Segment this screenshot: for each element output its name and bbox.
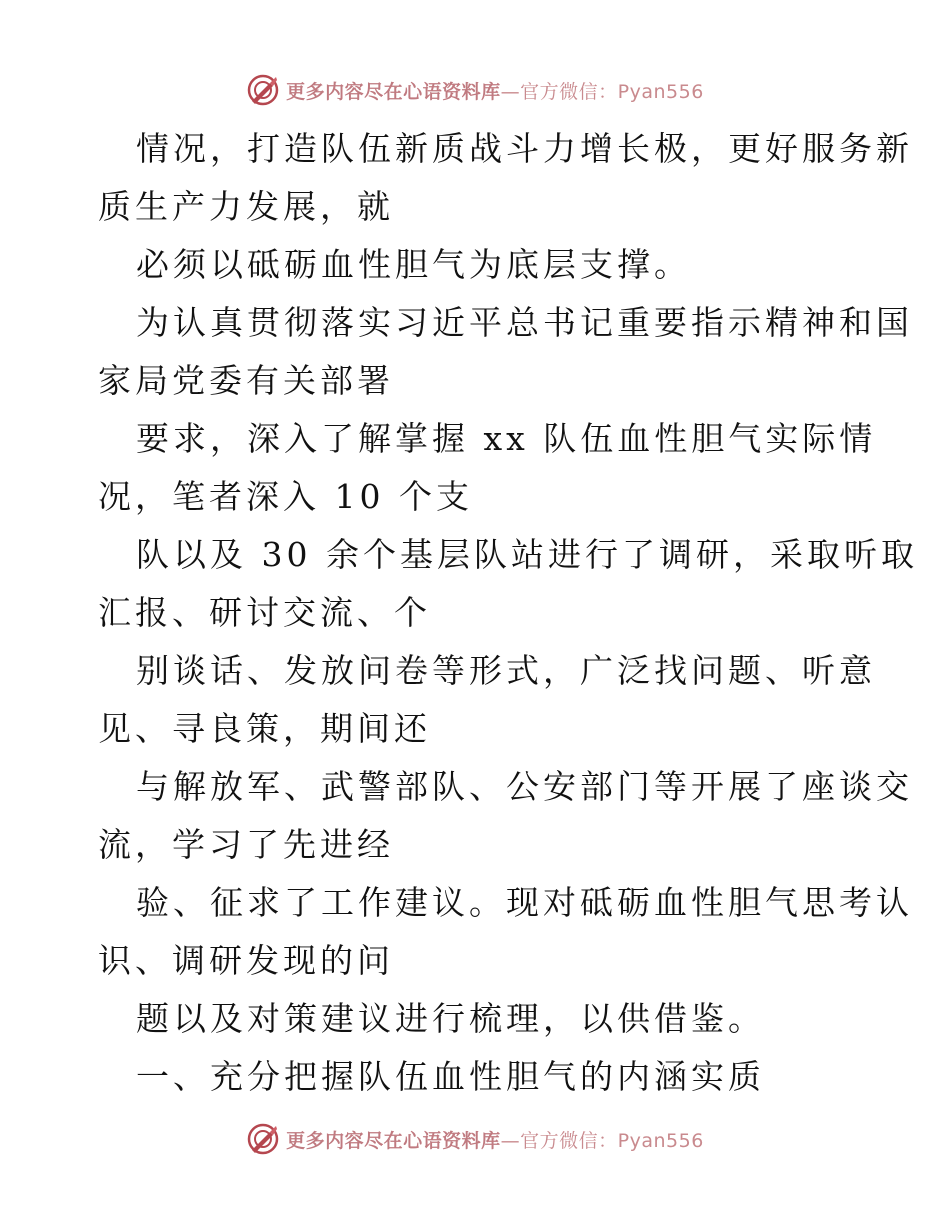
watermark-text [286,1126,704,1153]
text-line: 见、寻良策，期间还 [98,709,431,748]
watermark-header [0,70,950,110]
text-line: 为认真贯彻落实习近平总书记重要指示精神和国 [136,303,913,342]
watermark-text [286,77,704,104]
logo-icon [246,73,280,107]
text-line: 流，学习了先进经 [98,825,394,864]
text-line: 家局党委有关部署 [98,361,394,400]
watermark-sub-text: 官方微信：Pyan556 [520,80,704,103]
section-heading: 一、充分把握队伍血性胆气的内涵实质 [136,1057,765,1096]
text-line: 别谈话、发放问卷等形式，广泛找问题、听意 [136,651,876,690]
watermark-main-text: 更多内容尽在心语资料库 [286,1129,501,1152]
logo-icon [246,1122,280,1156]
text-line: 识、调研发现的问 [98,941,394,980]
watermark-main-text: 更多内容尽在心语资料库 [286,80,501,103]
text-line: 要求，深入了解掌握 xx 队伍血性胆气实际情 [136,419,877,458]
text-line: 队以及 30 余个基层队站进行了调研，采取听取 [136,535,918,574]
watermark-footer [0,1119,950,1159]
watermark-dash: — [500,1129,521,1152]
text-line: 况，笔者深入 10 个支 [98,477,473,516]
text-line: 质生产力发展，就 [98,187,394,226]
text-line: 必须以砥砺血性胆气为底层支撑。 [136,245,691,284]
watermark-sub-text: 官方微信：Pyan556 [520,1129,704,1152]
text-line: 汇报、研讨交流、个 [98,593,431,632]
text-line: 题以及对策建议进行梳理，以供借鉴。 [136,999,765,1038]
watermark-dash: — [500,80,521,103]
document-body [98,120,918,1106]
text-line: 与解放军、武警部队、公安部门等开展了座谈交 [136,767,913,806]
text-line: 验、征求了工作建议。现对砥砺血性胆气思考认 [136,883,913,922]
text-line: 情况，打造队伍新质战斗力增长极，更好服务新 [136,129,913,168]
